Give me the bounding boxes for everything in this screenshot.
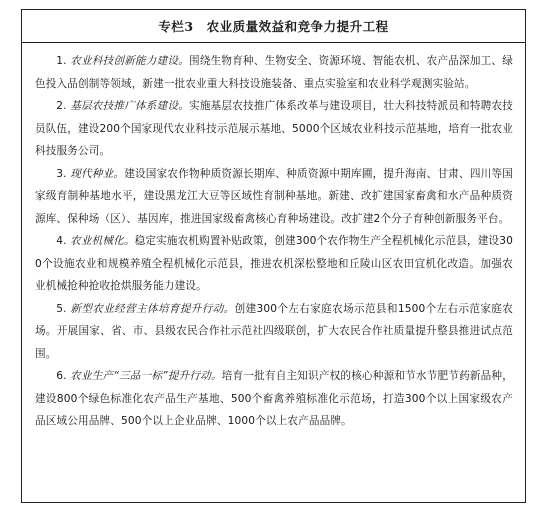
item-heading: 农业生产“三品一标”提升行动。 xyxy=(70,370,222,382)
item-text: 建设国家农作物种质资源长期库、种质资源中期库圃，提升海南、甘肃、四川等国家级育制种基地水平，建设黑龙江大豆等区域性育制种基地。新建、改扩建国家畜禽和水产品种质资源库、保种场（区）、基因库，推进国家级畜禽核心育种场建设。改扩建2个分子育种创新服务平台。 xyxy=(35,167,513,225)
box-body xyxy=(22,43,525,433)
item-heading: 基层农技推广体系建设。 xyxy=(70,100,190,112)
item-heading: 农业科技创新能力建设。 xyxy=(70,55,190,67)
item-number: 3. xyxy=(56,167,67,180)
feature-box xyxy=(21,9,526,503)
item-paragraph xyxy=(35,50,513,95)
item-heading: 现代种业。 xyxy=(70,167,125,180)
item-number: 4. xyxy=(56,235,67,247)
item-text: 围绕生物育种、生物安全、资源环境、智能农机、农产品深加工、绿色投入品创制等领域，新建一批农业重大科技设施装备、重点实验室和农业科学观测实验站。 xyxy=(35,55,513,90)
item-text: 创建300个左右家庭农场示范县和1500个左右示范家庭农场。开展国家、省、市、县级农民合作社示范社四级联创，扩大农民合作社质量提升整县推进试点范围。 xyxy=(35,302,513,360)
item-number: 6. xyxy=(56,370,67,382)
item-text: 稳定实施农机购置补贴政策，创建300个农作物生产全程机械化示范县，建设300个设施农业和规模养殖全程机械化示范县，推进农机深松整地和丘陵山区农田宜机化改造。加强农业机械抢种抢收抢烘服务能力建设。 xyxy=(35,235,513,292)
item-text: 实施基层农技推广体系改革与建设项目，壮大科技特派员和特聘农技员队伍，建设200个国家现代农业科技示范展示基地、5000个区域农业科技示范基地，培育一批农业科技服务公司。 xyxy=(35,100,513,157)
item-number: 1. xyxy=(56,55,67,67)
item-paragraph xyxy=(35,163,513,231)
item-heading: 农业机械化。 xyxy=(70,235,135,247)
item-number: 5. xyxy=(56,302,67,315)
item-paragraph xyxy=(35,365,513,433)
item-paragraph xyxy=(35,95,513,163)
box-title: 专栏3 农业质量效益和竞争力提升工程 xyxy=(22,10,525,43)
item-number: 2. xyxy=(56,100,67,112)
item-paragraph xyxy=(35,298,513,366)
item-heading: 新型农业经营主体培育提升行动。 xyxy=(70,302,235,315)
item-text: 培育一批有自主知识产权的核心种源和节水节肥节药新品种，建设800个绿色标准化农产品生产基地、500个畜禽养殖标准化示范场，打造300个以上国家级农产品区域公用品牌、500个以上企业品牌、1000个以上农产品品牌。 xyxy=(35,370,513,427)
item-paragraph xyxy=(35,230,513,298)
